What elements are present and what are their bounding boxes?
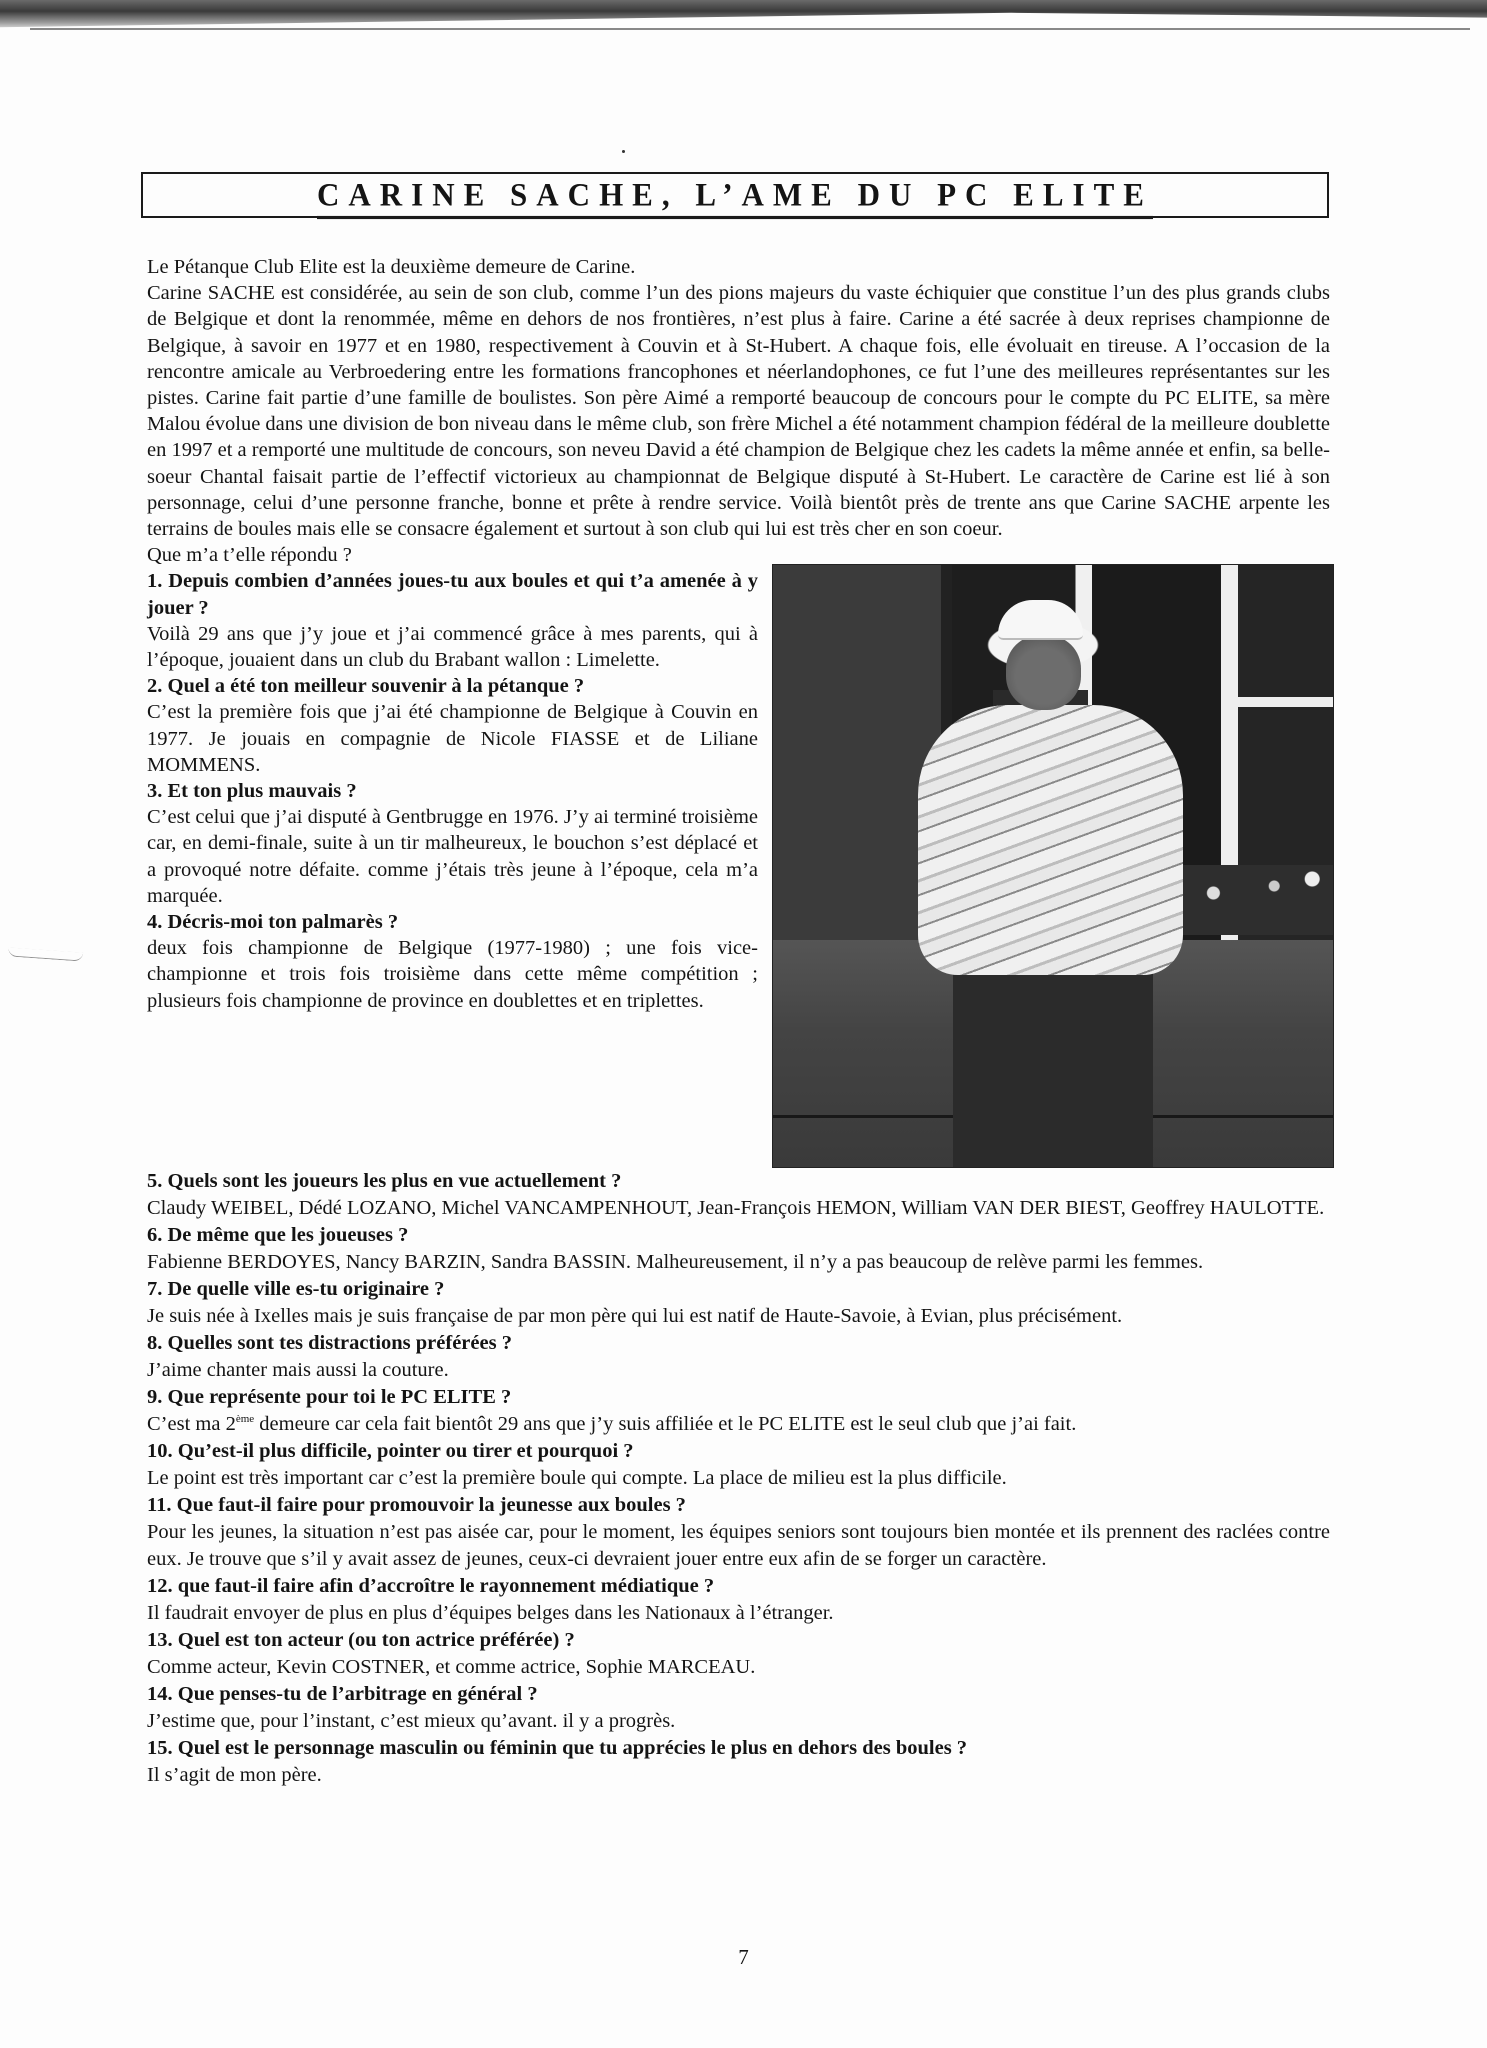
article-body (147, 254, 1330, 1789)
question: 12. que faut-il faire afin d’accroître le rayonnement médiatique ? (147, 1575, 715, 1598)
answer (147, 1411, 1330, 1438)
interview-lead-in: Que m’a t’elle répondu ? (147, 544, 352, 567)
question: 13. Quel est ton acteur (ou ton actrice préférée) ? (147, 1629, 575, 1652)
qa-item (147, 1735, 1330, 1789)
answer: Comme acteur, Kevin COSTNER, et comme actrice, Sophie MARCEAU. (147, 1656, 756, 1679)
answer: J’aime chanter mais aussi la couture. (147, 1359, 449, 1382)
question: 15. Quel est le personnage masculin ou féminin que tu apprécies le plus en dehors des boules ? (147, 1737, 968, 1760)
article-title: CARINE SACHE, L’AME DU PC ELITE (317, 174, 1153, 219)
photo-person-jacket (918, 705, 1183, 975)
interview-with-photo (147, 568, 1330, 1013)
answer: Il faudrait envoyer de plus en plus d’équipes belges dans les Nationaux à l’étranger. (147, 1602, 834, 1625)
article-title-box (141, 172, 1329, 218)
qa-item (147, 1438, 1330, 1492)
answer: Il s’agit de mon père. (147, 1764, 322, 1787)
question: 10. Qu’est-il plus difficile, pointer ou tirer et pourquoi ? (147, 1440, 634, 1463)
margin-pen-mark (8, 947, 83, 961)
answer: Le point est très important car c’est la première boule qui compte. La place de milieu est la plus difficile. (147, 1467, 1007, 1490)
intro-paragraph: Le Pétanque Club Elite est la deuxième demeure de Carine. (147, 256, 636, 278)
photo-flower-box (1183, 865, 1334, 935)
answer: Pour les jeunes, la situation n’est pas aisée car, pour le moment, les équipes seniors sont toujours bien montée et ils prennent des raclées contre eux. Je trouve que s’il y avait assez de jeunes, ceux-ci devraient jouer entre eux afin de se forger un caractère. (147, 1521, 1330, 1571)
question: 9. Que représente pour toi le PC ELITE ? (147, 1386, 512, 1409)
qa-item (147, 1492, 1330, 1573)
question: 6. De même que les joueuses ? (147, 1224, 409, 1247)
photo-window-frame (1235, 697, 1333, 707)
answer-prefix: C’est ma 2 (147, 1413, 236, 1436)
article-intro (147, 254, 1330, 542)
qa-item (147, 1573, 1330, 1627)
interview-full-width (147, 1168, 1330, 1789)
page-number: 7 (738, 1945, 749, 1969)
answer: J’estime que, pour l’instant, c’est mieux qu’avant. il y a progrès. (147, 1710, 676, 1733)
answer: Fabienne BERDOYES, Nancy BARZIN, Sandra BASSIN. Malheureusement, il n’y a pas beaucoup de relève parmi les femmes. (147, 1251, 1204, 1274)
answer: Claudy WEIBEL, Dédé LOZANO, Michel VANCAMPENHOUT, Jean-François HEMON, William VAN DER BIEST, Geoffrey HAULOTTE. (147, 1197, 1325, 1220)
question: 11. Que faut-il faire pour promouvoir la jeunesse aux boules ? (147, 1494, 686, 1517)
intro-paragraph: Carine SACHE est considérée, au sein de son club, comme l’un des pions majeurs du vaste échiquier que constitue l’un des plus grands clubs de Belgique et dont la renommée, même en dehors de nos frontières, n’est plus à faire. Carine a été sacrée à deux reprises championne de Belgique, à savoir en 1977 et en 1980, respectivement à Couvin et à St-Hubert. A chaque fois, elle évoluait en tireuse. A l’occasion de la rencontre amicale au Verbroedering entre les formations francophones et néerlandophones, ce fut l’une des meilleures représentantes sur les pistes. Carine fait partie d’une famille de boulistes. Son père Aimé a remporté beaucoup de concours pour le compte du PC ELITE, sa mère Malou évolue dans une division de bon niveau dans le même club, son frère Michel a été notamment champion fédéral de la meilleure doublette en 1997 et a remporté une multitude de concours, son neveu David a été champion de Belgique chez les cadets la même année et enfin, sa belle-soeur Chantal faisait partie de l’effectif victorieux au championnat de Belgique disputé à St-Hubert. Le caractère de Carine est lié à son personnage, celui d’une personne franche, bonne et prête à rendre service. Voilà bientôt près de trente ans que Carine SACHE arpente les terrains de boules mais elle se consacre également et surtout à son club qui lui est très cher en son coeur. (147, 282, 1330, 541)
ordinal-superscript: ème (235, 1413, 255, 1426)
qa-item (147, 1384, 1330, 1438)
question: 1. Depuis combien d’années joues-tu aux boules et qui t’a amenée à y jouer ? (147, 570, 758, 619)
qa-item (147, 1222, 1330, 1276)
answer: Voilà 29 ans que j’y joue et j’ai commencé grâce à mes parents, qui à l’époque, jouaient dans un club du Brabant wallon : Limelette. (147, 622, 758, 672)
qa-item (147, 1276, 1330, 1330)
portrait-photo (772, 564, 1334, 1168)
answer: C’est la première fois que j’ai été championne de Belgique à Couvin en 1977. Je jouais en compagnie de Nicole FIASSE et de Liliane MOMMENS. (147, 701, 758, 776)
scan-edge-line (30, 28, 1470, 30)
question: 2. Quel a été ton meilleur souvenir à la pétanque ? (147, 675, 585, 698)
question: 8. Quelles sont tes distractions préférées ? (147, 1332, 512, 1355)
scan-speck (622, 150, 625, 153)
question: 7. De quelle ville es-tu originaire ? (147, 1278, 445, 1301)
answer: deux fois championne de Belgique (1977-1980) ; une fois vice-championne et trois fois troisième dans cette même compétition ; plusieurs fois championne de province en doublettes et en triplettes. (147, 937, 758, 1012)
qa-item (147, 1681, 1330, 1735)
question: 14. Que penses-tu de l’arbitrage en général ? (147, 1683, 538, 1706)
qa-item (147, 1627, 1330, 1681)
question: 3. Et ton plus mauvais ? (147, 780, 357, 803)
question: 5. Quels sont les joueurs les plus en vue actuellement ? (147, 1170, 622, 1193)
answer-rest: demeure car cela fait bientôt 29 ans que j’y suis affiliée et le PC ELITE est le seul club que j’ai fait. (254, 1413, 1077, 1436)
answer: C’est celui que j’ai disputé à Gentbrugge en 1976. J’y ai terminé troisième car, en demi-finale, suite à un tir malheureux, le bouchon s’est déplacé et a provoqué notre défaite. comme j’étais très jeune à l’époque, cela m’a marquée. (147, 806, 758, 907)
photo-person-face (1006, 635, 1081, 710)
qa-item (147, 1330, 1330, 1384)
qa-item (147, 1168, 1330, 1222)
question: 4. Décris-moi ton palmarès ? (147, 911, 399, 934)
photo-person-legs (953, 965, 1153, 1168)
photo-person-cap (998, 600, 1083, 640)
answer: Je suis née à Ixelles mais je suis française de par mon père qui lui est natif de Haute-Savoie, à Evian, plus précisément. (147, 1305, 1123, 1328)
